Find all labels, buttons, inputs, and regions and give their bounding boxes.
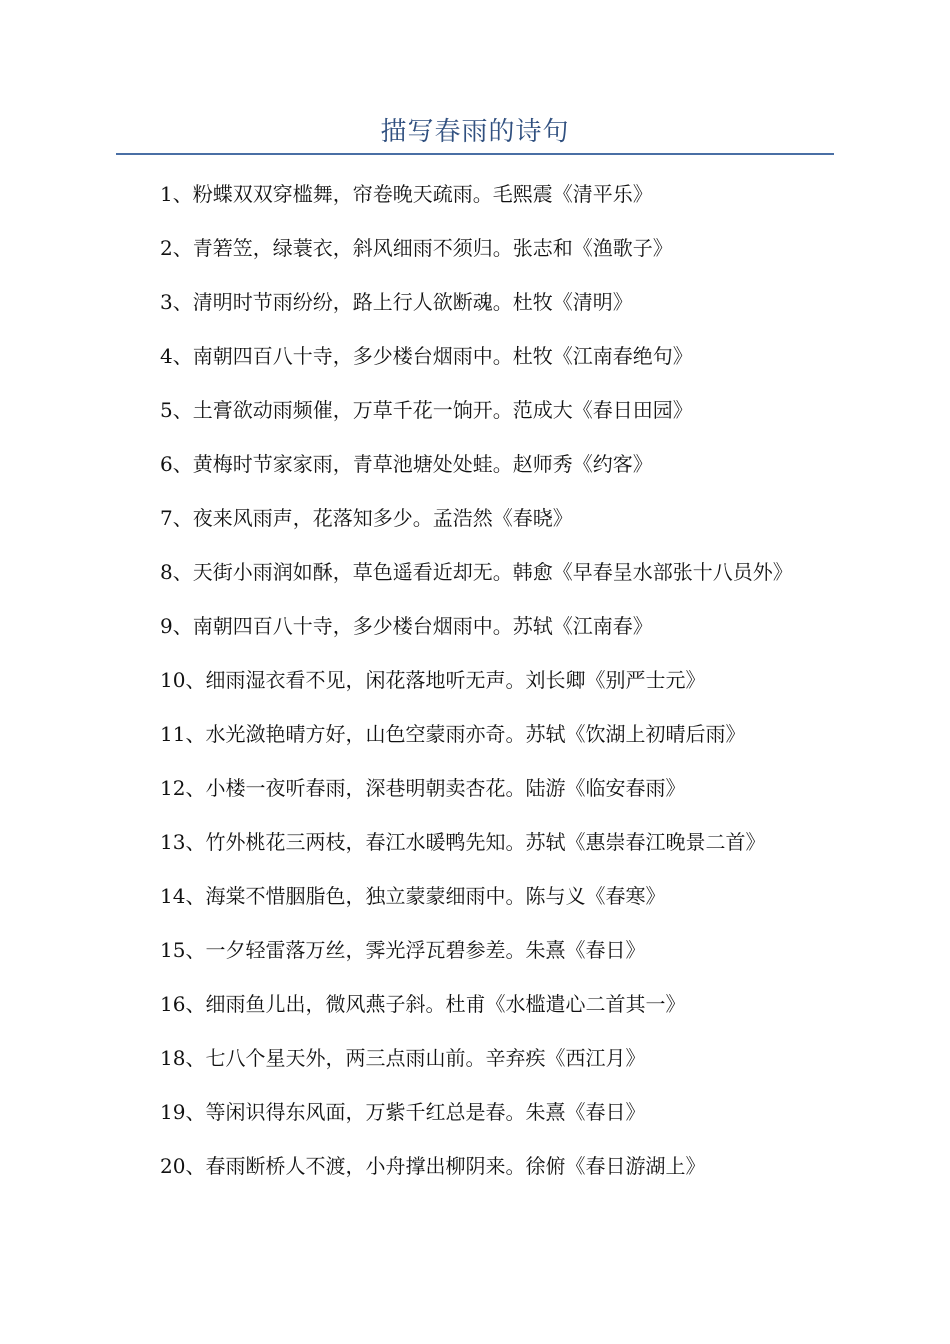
poem-line-1: 1、粉蝶双双穿槛舞，帘卷晚天疏雨。毛熙震《清平乐》 <box>160 182 653 206</box>
poem-line-14: 14、海棠不惜胭脂色，独立蒙蒙细雨中。陈与义《春寒》 <box>160 884 666 908</box>
poem-line-2: 2、青箬笠，绿蓑衣，斜风细雨不须归。张志和《渔歌子》 <box>160 236 673 260</box>
poem-line-18: 18、七八个星天外，两三点雨山前。辛弃疾《西江月》 <box>160 1046 646 1070</box>
document-title: 描写春雨的诗句 <box>380 117 570 147</box>
poem-line-6: 6、黄梅时节家家雨，青草池塘处处蛙。赵师秀《约客》 <box>160 452 653 476</box>
poem-line-8: 8、天街小雨润如酥，草色遥看近却无。韩愈《早春呈水部张十八员外》 <box>160 560 793 584</box>
title-underline <box>116 153 834 155</box>
poem-line-4: 4、南朝四百八十寺，多少楼台烟雨中。杜牧《江南春绝句》 <box>160 344 693 368</box>
poem-line-20: 20、春雨断桥人不渡，小舟撑出柳阴来。徐俯《春日游湖上》 <box>160 1154 706 1178</box>
poem-line-11: 11、水光潋艳晴方好，山色空蒙雨亦奇。苏轼《饮湖上初晴后雨》 <box>160 722 746 746</box>
poem-line-15: 15、一夕轻雷落万丝，霁光浮瓦碧参差。朱熹《春日》 <box>160 938 646 962</box>
poem-line-13: 13、竹外桃花三两枝，春江水暖鸭先知。苏轼《惠崇春江晚景二首》 <box>160 830 766 854</box>
poem-line-10: 10、细雨湿衣看不见，闲花落地听无声。刘长卿《别严士元》 <box>160 668 706 692</box>
poem-line-19: 19、等闲识得东风面，万紫千红总是春。朱熹《春日》 <box>160 1100 646 1124</box>
poem-line-5: 5、土膏欲动雨频催，万草千花一饷开。范成大《春日田园》 <box>160 398 693 422</box>
poem-line-7: 7、夜来风雨声，花落知多少。孟浩然《春晓》 <box>160 506 573 530</box>
poem-line-9: 9、南朝四百八十寺，多少楼台烟雨中。苏轼《江南春》 <box>160 614 653 638</box>
poem-line-12: 12、小楼一夜听春雨，深巷明朝卖杏花。陆游《临安春雨》 <box>160 776 686 800</box>
poem-list <box>116 176 834 1202</box>
poem-line-16: 16、细雨鱼儿出，微风燕子斜。杜甫《水槛遣心二首其一》 <box>160 992 686 1016</box>
poem-line-3: 3、清明时节雨纷纷，路上行人欲断魂。杜牧《清明》 <box>160 290 633 314</box>
